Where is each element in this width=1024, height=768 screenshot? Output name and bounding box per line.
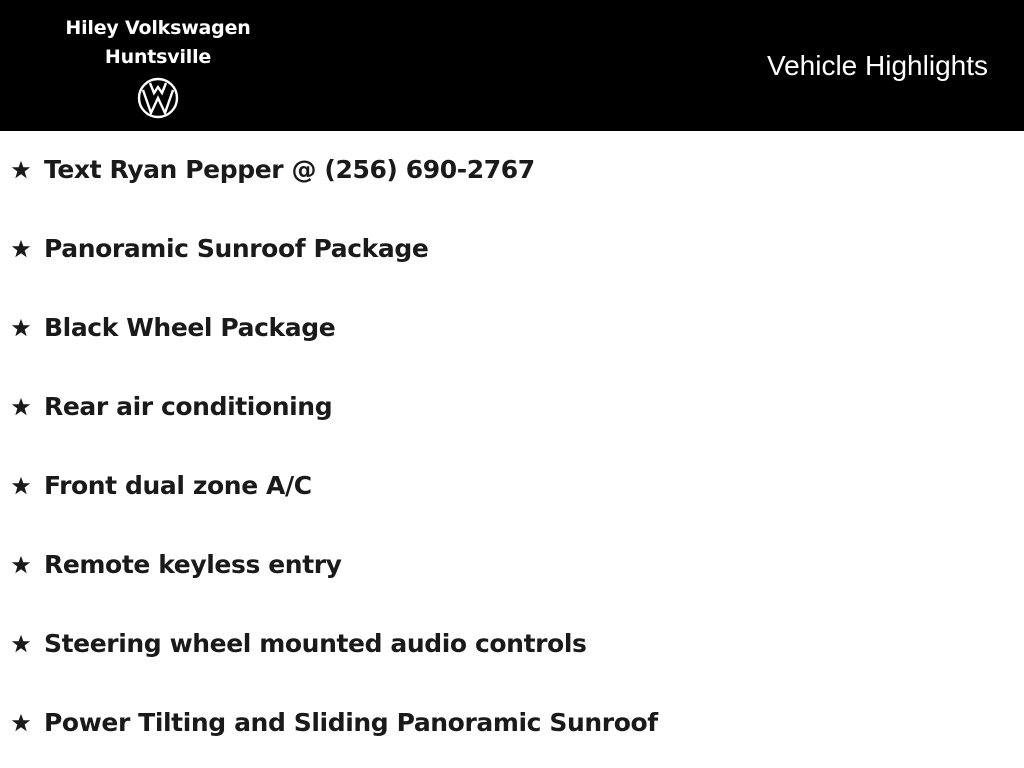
highlight-label: Remote keyless entry (44, 550, 342, 579)
vw-logo-icon (137, 77, 179, 119)
highlight-label: Panoramic Sunroof Package (44, 234, 429, 263)
list-item (0, 368, 1024, 447)
star-icon (10, 159, 32, 181)
list-item (0, 289, 1024, 368)
list-item (0, 210, 1024, 289)
list-item (0, 131, 1024, 210)
star-icon (10, 633, 32, 655)
star-icon (10, 554, 32, 576)
list-item (0, 526, 1024, 605)
list-item (0, 447, 1024, 526)
list-item (0, 605, 1024, 684)
dealer-name-line-2: Huntsville (104, 46, 212, 68)
star-icon (10, 238, 32, 260)
highlight-label: Power Tilting and Sliding Panoramic Sunroof (44, 708, 658, 737)
highlight-label: Text Ryan Pepper @ (256) 690-2767 (44, 155, 535, 184)
dealer-name (52, 14, 264, 72)
highlight-label: Rear air conditioning (44, 392, 333, 421)
star-icon (10, 475, 32, 497)
header-bar (0, 0, 1024, 131)
list-item (0, 684, 1024, 763)
dealer-name-line-1: Hiley Volkswagen (65, 17, 251, 39)
highlight-label: Steering wheel mounted audio controls (44, 629, 587, 658)
highlight-label: Black Wheel Package (44, 313, 336, 342)
highlight-label: Front dual zone A/C (44, 471, 312, 500)
star-icon (10, 317, 32, 339)
page-title: Vehicle Highlights (766, 50, 988, 81)
star-icon (10, 712, 32, 734)
highlights-list (0, 131, 1024, 763)
star-icon (10, 396, 32, 418)
